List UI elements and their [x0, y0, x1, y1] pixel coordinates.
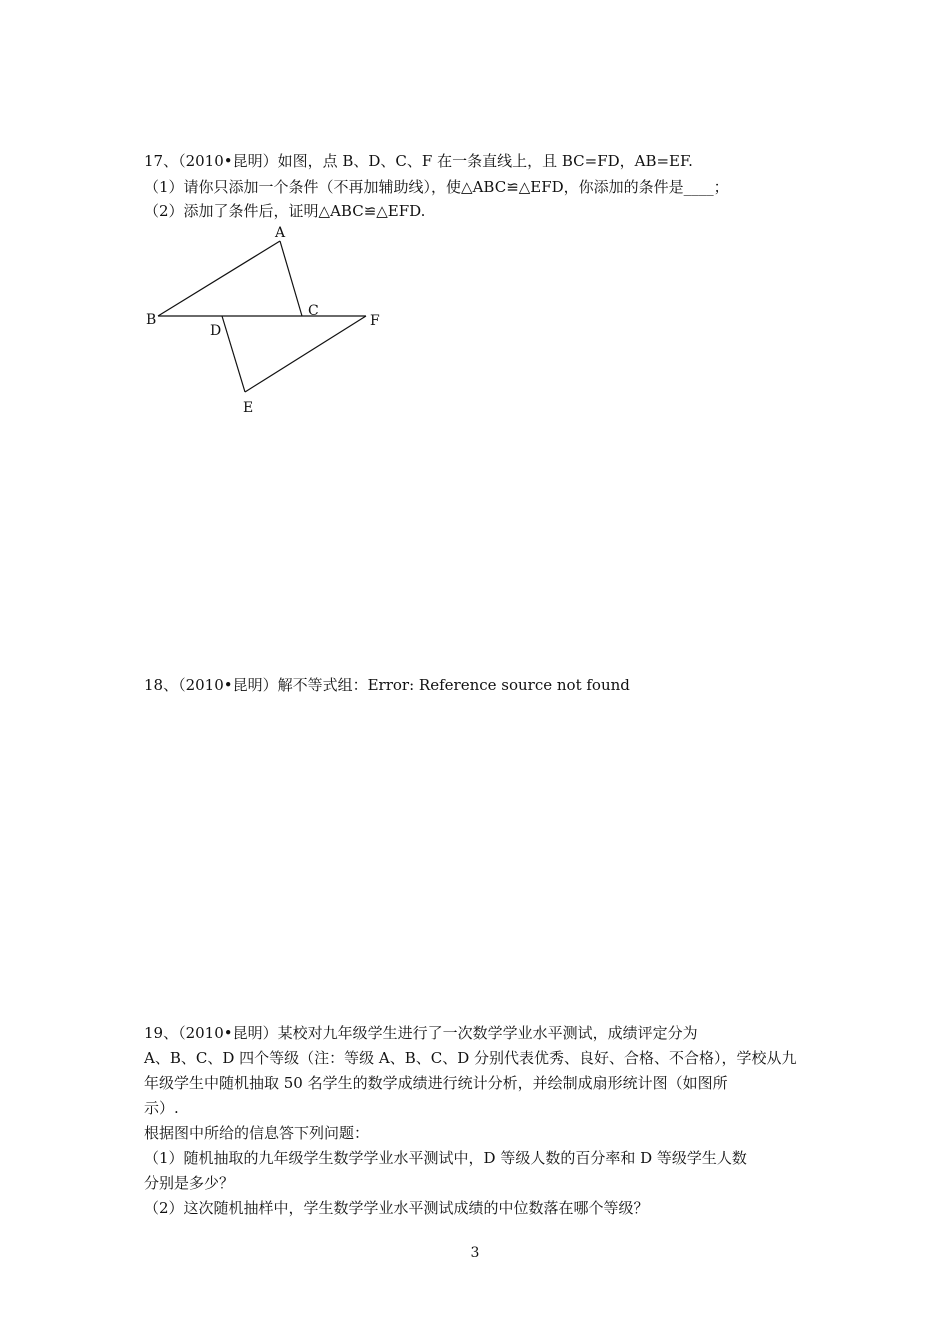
segment-ef: [245, 316, 366, 392]
q17-line-1: 17、（2010•昆明）如图，点 B、D、C、F 在一条直线上，且 BC=FD，AB=EF.: [144, 152, 693, 170]
label-b: B: [146, 312, 157, 328]
segment-ab: [158, 241, 280, 316]
question-19: [144, 1021, 808, 1221]
q19-line-1: 19、（2010•昆明）某校对九年级学生进行了一次数学学业水平测试，成绩评定分为: [144, 1024, 698, 1042]
geometry-figure: [140, 222, 390, 418]
q19-line-6: （1）随机抽取的九年级学生数学学业水平测试中，D 等级人数的百分率和 D 等级学生人数: [144, 1149, 747, 1167]
segment-de: [222, 316, 245, 392]
q19-line-5: 根据图中所给的信息答下列问题：: [144, 1124, 370, 1142]
label-e: E: [243, 400, 254, 416]
q19-line-7: 分别是多少？: [144, 1174, 235, 1192]
q17-line-3: （2）添加了条件后，证明△ABC≌△EFD.: [144, 202, 426, 220]
q18-line-1: 18、（2010•昆明）解不等式组：Error: Reference source not found: [144, 676, 630, 694]
segment-ac: [280, 241, 302, 316]
q19-line-3: 年级学生中随机抽取 50 名学生的数学成绩进行统计分析，并绘制成扇形统计图（如图所: [144, 1074, 728, 1092]
label-d: D: [210, 323, 222, 339]
q19-line-2: A、B、C、D 四个等级（注：等级 A、B、C、D 分别代表优秀、良好、合格、不合格），学校从九: [144, 1049, 797, 1067]
q17-line-2: （1）请你只添加一个条件（不再加辅助线），使△ABC≌△EFD，你添加的条件是____；: [144, 178, 729, 196]
page-number: 3: [470, 1245, 480, 1261]
q19-line-4: 示）.: [144, 1099, 179, 1117]
label-c: C: [308, 303, 319, 319]
q19-line-8: （2）这次随机抽样中，学生数学学业水平测试成绩的中位数落在哪个等级？: [144, 1199, 649, 1217]
label-a: A: [275, 225, 286, 241]
label-f: F: [370, 313, 380, 329]
